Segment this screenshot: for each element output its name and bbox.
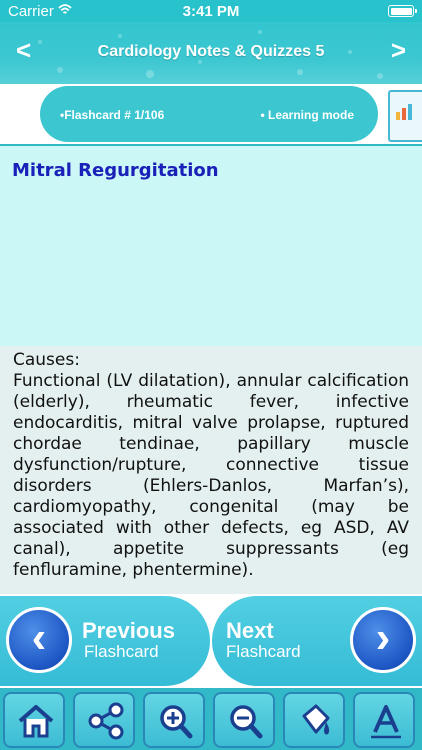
causes-body: Functional (LV dilatation), annular calcification (elderly), rheumatic fever, infective endocarditis, mitral valve prolapse, ruptured chordae tendinae, papillary muscle dysfunction/rupture, connective tissue disorders (Ehlers-Danlos, Marfan’s), cardiomyopathy, congenital (may be associated with other defects, eg ASD, AV canal), appetite suppressants (eg fenfluramine, phentermine). xyxy=(13,371,409,580)
home-icon xyxy=(16,702,56,740)
zoom-out-icon xyxy=(226,702,266,740)
zoom-in-icon xyxy=(156,702,196,740)
share-button[interactable] xyxy=(73,692,135,748)
next-flashcard-button[interactable] xyxy=(212,596,422,686)
bottom-toolbar xyxy=(0,688,422,750)
carrier-label: Carrier xyxy=(8,3,54,20)
previous-sublabel: Flashcard xyxy=(84,642,159,661)
paint-bucket-icon xyxy=(296,702,336,740)
share-icon xyxy=(86,702,126,740)
zoom-in-button[interactable] xyxy=(143,692,205,748)
learning-mode-label: • Learning mode xyxy=(260,108,354,122)
back-button[interactable]: < xyxy=(16,35,32,65)
status-bar xyxy=(0,0,422,22)
theme-color-button[interactable] xyxy=(283,692,345,748)
causes-heading: Causes: xyxy=(13,350,80,370)
font-icon xyxy=(366,702,406,740)
previous-flashcard-button[interactable] xyxy=(0,596,210,686)
clock: 3:41 PM xyxy=(182,3,240,20)
flashcard-navigation xyxy=(0,594,422,688)
page-title: Cardiology Notes & Quizzes 5 xyxy=(97,43,325,60)
next-label: Next xyxy=(226,618,274,643)
forward-button[interactable]: > xyxy=(390,35,406,65)
card-content[interactable] xyxy=(0,346,422,594)
info-strip xyxy=(0,84,422,144)
next-arrow-icon: › xyxy=(350,607,416,673)
font-settings-button[interactable] xyxy=(353,692,415,748)
card-title-area xyxy=(0,146,422,346)
battery-icon xyxy=(388,5,414,17)
next-sublabel: Flashcard xyxy=(226,642,301,661)
home-button[interactable] xyxy=(3,692,65,748)
presentation-board-icon xyxy=(388,90,422,142)
previous-arrow-icon: ‹ xyxy=(6,607,72,673)
card-text xyxy=(13,350,409,594)
nav-bar xyxy=(0,22,422,84)
previous-label: Previous xyxy=(82,618,175,643)
info-pill xyxy=(40,86,378,142)
card-title: Mitral Regurgitation xyxy=(12,160,219,181)
zoom-out-button[interactable] xyxy=(213,692,275,748)
flashcard-counter: •Flashcard # 1/106 xyxy=(60,108,165,122)
